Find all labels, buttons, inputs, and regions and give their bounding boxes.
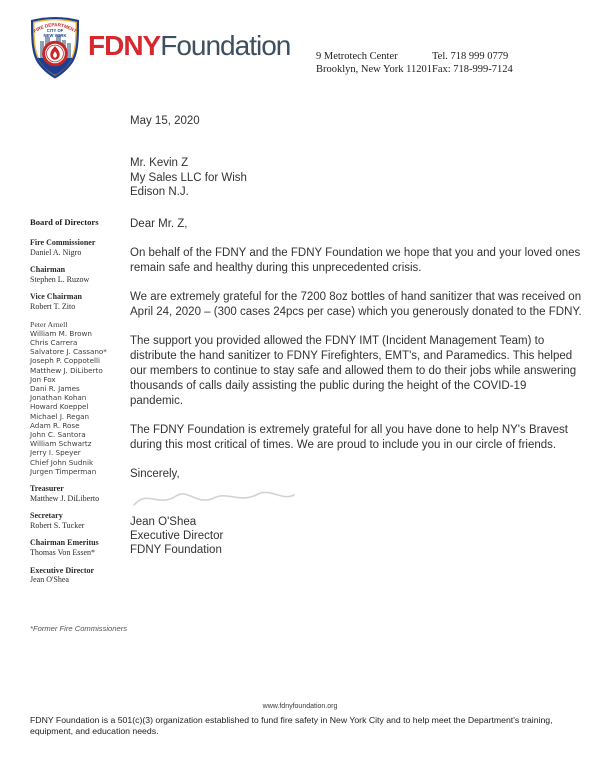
officer-title: Secretary bbox=[30, 511, 63, 521]
letter-paragraph: The FDNY Foundation is extremely grateful for all you have done to help NY's Bravest during this most critical of times. We are proud to include you in our circle of friends. bbox=[130, 423, 568, 451]
address-line-1: 9 Metrotech Center bbox=[316, 51, 398, 62]
website-url: www.fdnyfoundation.org bbox=[262, 703, 338, 710]
board-members-list bbox=[30, 320, 130, 476]
letter-body bbox=[130, 114, 582, 557]
board-member-name: William Schwartz bbox=[30, 439, 92, 449]
officer-title: Executive Director bbox=[30, 565, 95, 575]
officer-name: Jean O'Shea bbox=[30, 575, 69, 585]
board-heading: Board of Directors bbox=[30, 217, 99, 227]
contact-block bbox=[432, 50, 513, 76]
board-member-name: William M. Brown bbox=[30, 328, 92, 338]
officer-name: Daniel A. Nigro bbox=[30, 247, 82, 257]
officer-name: Thomas Von Essen* bbox=[30, 547, 96, 557]
board-member-name: Chief John Sudnik bbox=[30, 457, 94, 467]
letter-paragraph: We are extremely grateful for the 7200 8oz bottles of hand sanitizer that was received on April 24, 2020 – (300 cases 24pcs per case) which you generously donated to the FDNY. bbox=[130, 290, 582, 318]
officer-title: Chairman bbox=[30, 265, 66, 275]
nonprofit-disclaimer: FDNY Foundation is a 501(c)(3) organization established to fund fire safety in New York City and to help meet the Department's training, equipment, and education needs. bbox=[30, 715, 553, 736]
fdny-shield-icon bbox=[28, 14, 82, 85]
officer-name: Matthew J. DiLiberto bbox=[30, 493, 100, 503]
letter-paragraphs bbox=[130, 246, 582, 453]
officer-name: Robert T. Zito bbox=[30, 301, 76, 311]
recipient-block bbox=[130, 156, 582, 200]
logo-new-york-text: NEW YORK bbox=[43, 33, 67, 38]
fax-line: Fax: 718-999-7124 bbox=[432, 64, 513, 75]
board-member-name: Howard Koeppel bbox=[30, 402, 89, 412]
officer-title: Fire Commissioner bbox=[30, 238, 96, 247]
board-member-name: Peter Arnell bbox=[30, 319, 68, 329]
board-member-name: Jerry I. Speyer bbox=[30, 448, 81, 458]
signer-org: FDNY Foundation bbox=[130, 543, 222, 556]
officer-title: Vice Chairman bbox=[30, 292, 82, 302]
board-member-name: Jon Fox bbox=[30, 374, 56, 384]
signature-block bbox=[130, 515, 582, 557]
logo-city-of-text: CITY OF bbox=[46, 28, 64, 33]
recipient-line: Mr. Kevin Z bbox=[130, 157, 189, 169]
address-line-2: Brooklyn, New York 11201 bbox=[316, 64, 432, 75]
handwritten-signature bbox=[130, 486, 582, 512]
board-member-name: Matthew J. DiLiberto bbox=[30, 365, 103, 375]
signer-name: Jean O'Shea bbox=[130, 515, 197, 528]
board-of-directors-sidebar bbox=[30, 217, 130, 593]
logo-arc-text: FIRE DEPARTMENT bbox=[32, 22, 78, 34]
address-block bbox=[316, 50, 432, 76]
board-member-name: Chris Carrera bbox=[30, 337, 78, 347]
signer-title: Executive Director bbox=[130, 529, 224, 542]
officer-executive-director bbox=[30, 566, 130, 585]
board-member-name: Michael J. Regan bbox=[30, 411, 90, 421]
board-member-name: Jurgen Timperman bbox=[30, 466, 97, 476]
telephone-line: Tel. 718 999 0779 bbox=[432, 51, 509, 62]
officer-chairman-emeritus bbox=[30, 538, 130, 557]
officer-chairman bbox=[30, 265, 130, 284]
closing: Sincerely, bbox=[130, 467, 180, 480]
recipient-line: My Sales LLC for Wish bbox=[130, 171, 247, 184]
officer-fire-commissioner bbox=[30, 238, 130, 257]
board-member-name: Adam R. Rose bbox=[30, 420, 80, 430]
officer-name: Robert S. Tucker bbox=[30, 520, 85, 530]
board-member-name: Joseph P. Coppotelli bbox=[30, 356, 101, 366]
officer-treasurer bbox=[30, 484, 130, 503]
board-member-name: John C. Santora bbox=[30, 430, 86, 439]
recipient-line: Edison N.J. bbox=[130, 186, 189, 198]
officer-title: Treasurer bbox=[30, 484, 64, 494]
board-member-name: Salvatore J. Cassano* bbox=[30, 347, 107, 357]
wordmark-fdny: FDNY bbox=[88, 30, 161, 61]
officer-secretary bbox=[30, 511, 130, 530]
letter-date: May 15, 2020 bbox=[130, 115, 200, 127]
salutation: Dear Mr. Z, bbox=[130, 217, 188, 230]
former-commissioners-footnote: *Former Fire Commissioners bbox=[30, 624, 128, 633]
officer-title: Chairman Emeritus bbox=[30, 538, 99, 548]
board-member-name: Dani R. James bbox=[30, 383, 80, 393]
officer-vice-chairman bbox=[30, 292, 130, 311]
letter-paragraph: On behalf of the FDNY and the FDNY Foundation we hope that you and your loved ones remain safe and healthy during this unprecedented crisis. bbox=[130, 246, 581, 274]
officer-name: Stephen L. Ruzow bbox=[30, 274, 90, 284]
wordmark-foundation: Foundation bbox=[160, 30, 291, 61]
fdny-foundation-wordmark bbox=[88, 30, 290, 62]
letter-paragraph: The support you provided allowed the FDNY IMT (Incident Management Team) to distribute the hand sanitizer to FDNY Firefighters, EMT's, and Paramedics. This helped our members to continue to stay safe and allowed them to do their jobs while answering thousands of calls daily assisting the public during the height of the COVID-19 pandemic. bbox=[130, 334, 577, 407]
board-member-name: Jonathan Kohan bbox=[30, 393, 87, 403]
